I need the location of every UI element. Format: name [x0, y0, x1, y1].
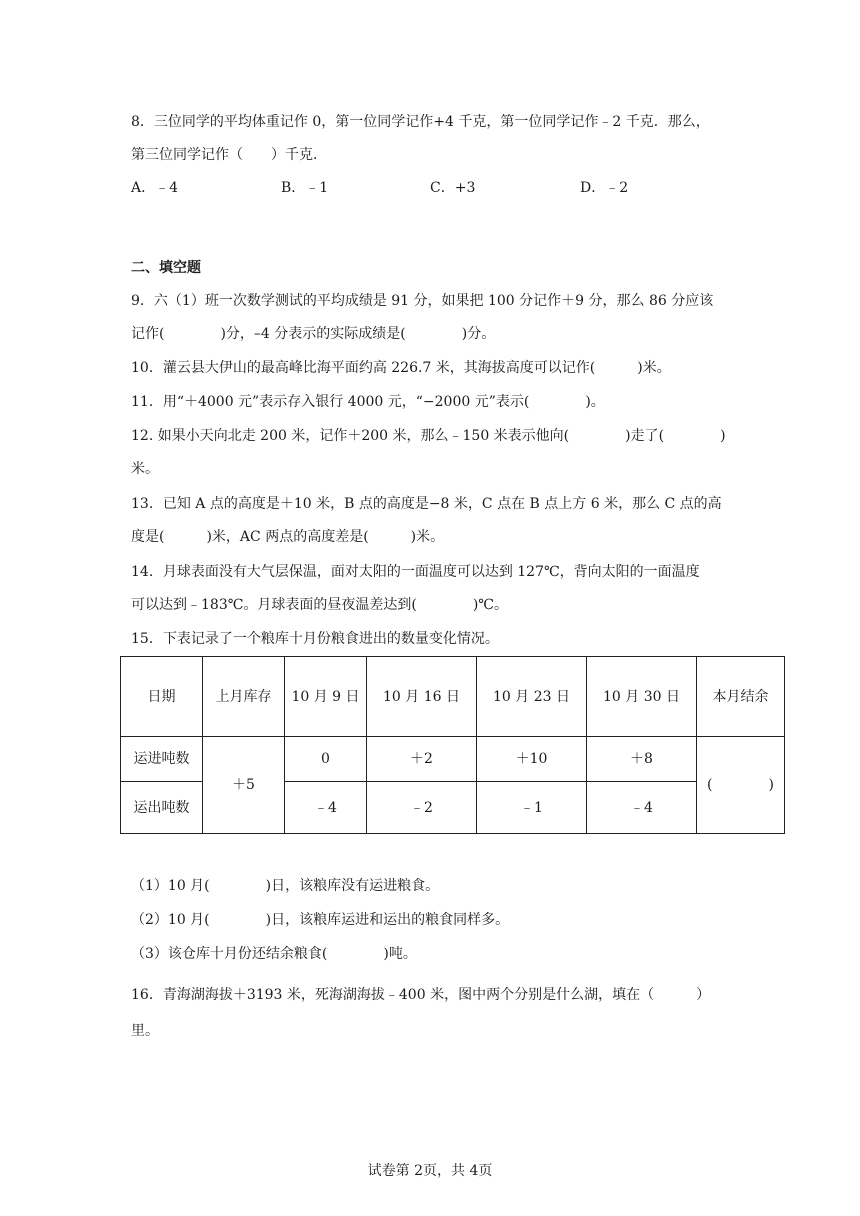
q15-sub3: （3）该仓库十月份还结余粮食( )吨。: [131, 946, 417, 962]
q15-sub1: （1）10 月( )日，该粮库没有运进粮食。: [131, 878, 440, 894]
header-date: 日期: [121, 657, 203, 737]
in-oct-16: ＋2: [367, 737, 477, 782]
table-header-row: [121, 657, 785, 737]
q13-line2: 度是( )米，AC 两点的高度差是( )米。: [131, 529, 445, 545]
out-oct-9: ﹣4: [285, 782, 367, 834]
q8-line1: 8．三位同学的平均体重记作 0，第一位同学记作+4 千克，第一位同学记作﹣2 千克．那么，: [131, 114, 710, 130]
in-oct-9: 0: [285, 737, 367, 782]
in-oct-30: ＋8: [587, 737, 697, 782]
page-footer: 试卷第 2页，共 4页: [367, 1163, 493, 1179]
row-out-label: 运出吨数: [121, 782, 203, 834]
section-title: 二、填空题: [131, 260, 201, 276]
table-row-in: [121, 737, 785, 782]
header-oct-23: 10 月 23 日: [477, 657, 587, 737]
q11-line1: 11．用“＋4000 元”表示存入银行 4000 元，“−2000 元”表示( )。: [131, 394, 605, 410]
header-oct-9: 10 月 9 日: [285, 657, 367, 737]
header-oct-30: 10 月 30 日: [587, 657, 697, 737]
header-balance: 本月结余: [697, 657, 785, 737]
q15-sub2: （2）10 月( )日，该粮库运进和运出的粮食同样多。: [131, 912, 510, 928]
q8-option-b: B．﹣1: [281, 180, 329, 196]
q14-line2: 可以达到﹣183℃。月球表面的昼夜温差达到( )℃。: [131, 597, 508, 613]
q15-line1: 15．下表记录了一个粮库十月份粮食进出的数量变化情况。: [131, 631, 499, 647]
q12-line2: 米。: [131, 461, 159, 477]
out-oct-23: ﹣1: [477, 782, 587, 834]
q12-line1: 12. 如果小天向北走 200 米，记作＋200 米，那么﹣150 米表示他向( )走了( ): [131, 428, 726, 444]
header-prev-stock: 上月库存: [203, 657, 285, 737]
prev-stock-value: ＋5: [203, 737, 285, 834]
q16-line2: 里。: [131, 1023, 159, 1039]
q14-line1: 14．月球表面没有大气层保温，面对太阳的一面温度可以达到 127℃，背向太阳的一面温度: [131, 564, 700, 580]
q8-line2: 第三位同学记作（ ）千克．: [131, 147, 327, 163]
out-oct-30: ﹣4: [587, 782, 697, 834]
q13-line1: 13．已知 A 点的高度是＋10 米，B 点的高度是−8 米，C 点在 B 点上方 6 米，那么 C 点的高: [131, 496, 722, 512]
q16-line1: 16．青海湖海拔＋3193 米，死海湖海拔﹣400 米，图中两个分别是什么湖，填在（ ）: [131, 987, 711, 1003]
q9-line2: 记作( )分，–4 分表示的实际成绩是( )分。: [131, 326, 496, 342]
grain-table: [120, 656, 785, 834]
q8-option-c: C．+3: [430, 180, 476, 196]
in-oct-23: ＋10: [477, 737, 587, 782]
q8-option-a: A．﹣4: [131, 180, 179, 196]
header-oct-16: 10 月 16 日: [367, 657, 477, 737]
q8-option-d: D．﹣2: [580, 180, 629, 196]
out-oct-16: ﹣2: [367, 782, 477, 834]
row-in-label: 运进吨数: [121, 737, 203, 782]
q9-line1: 9．六（1）班一次数学测试的平均成绩是 91 分，如果把 100 分记作＋9 分，那么 86 分应该: [131, 293, 714, 309]
q10-line1: 10．灌云县大伊山的最高峰比海平面约高 226.7 米，其海拔高度可以记作( )米。: [131, 360, 671, 376]
balance-blank: ( ): [697, 737, 785, 834]
